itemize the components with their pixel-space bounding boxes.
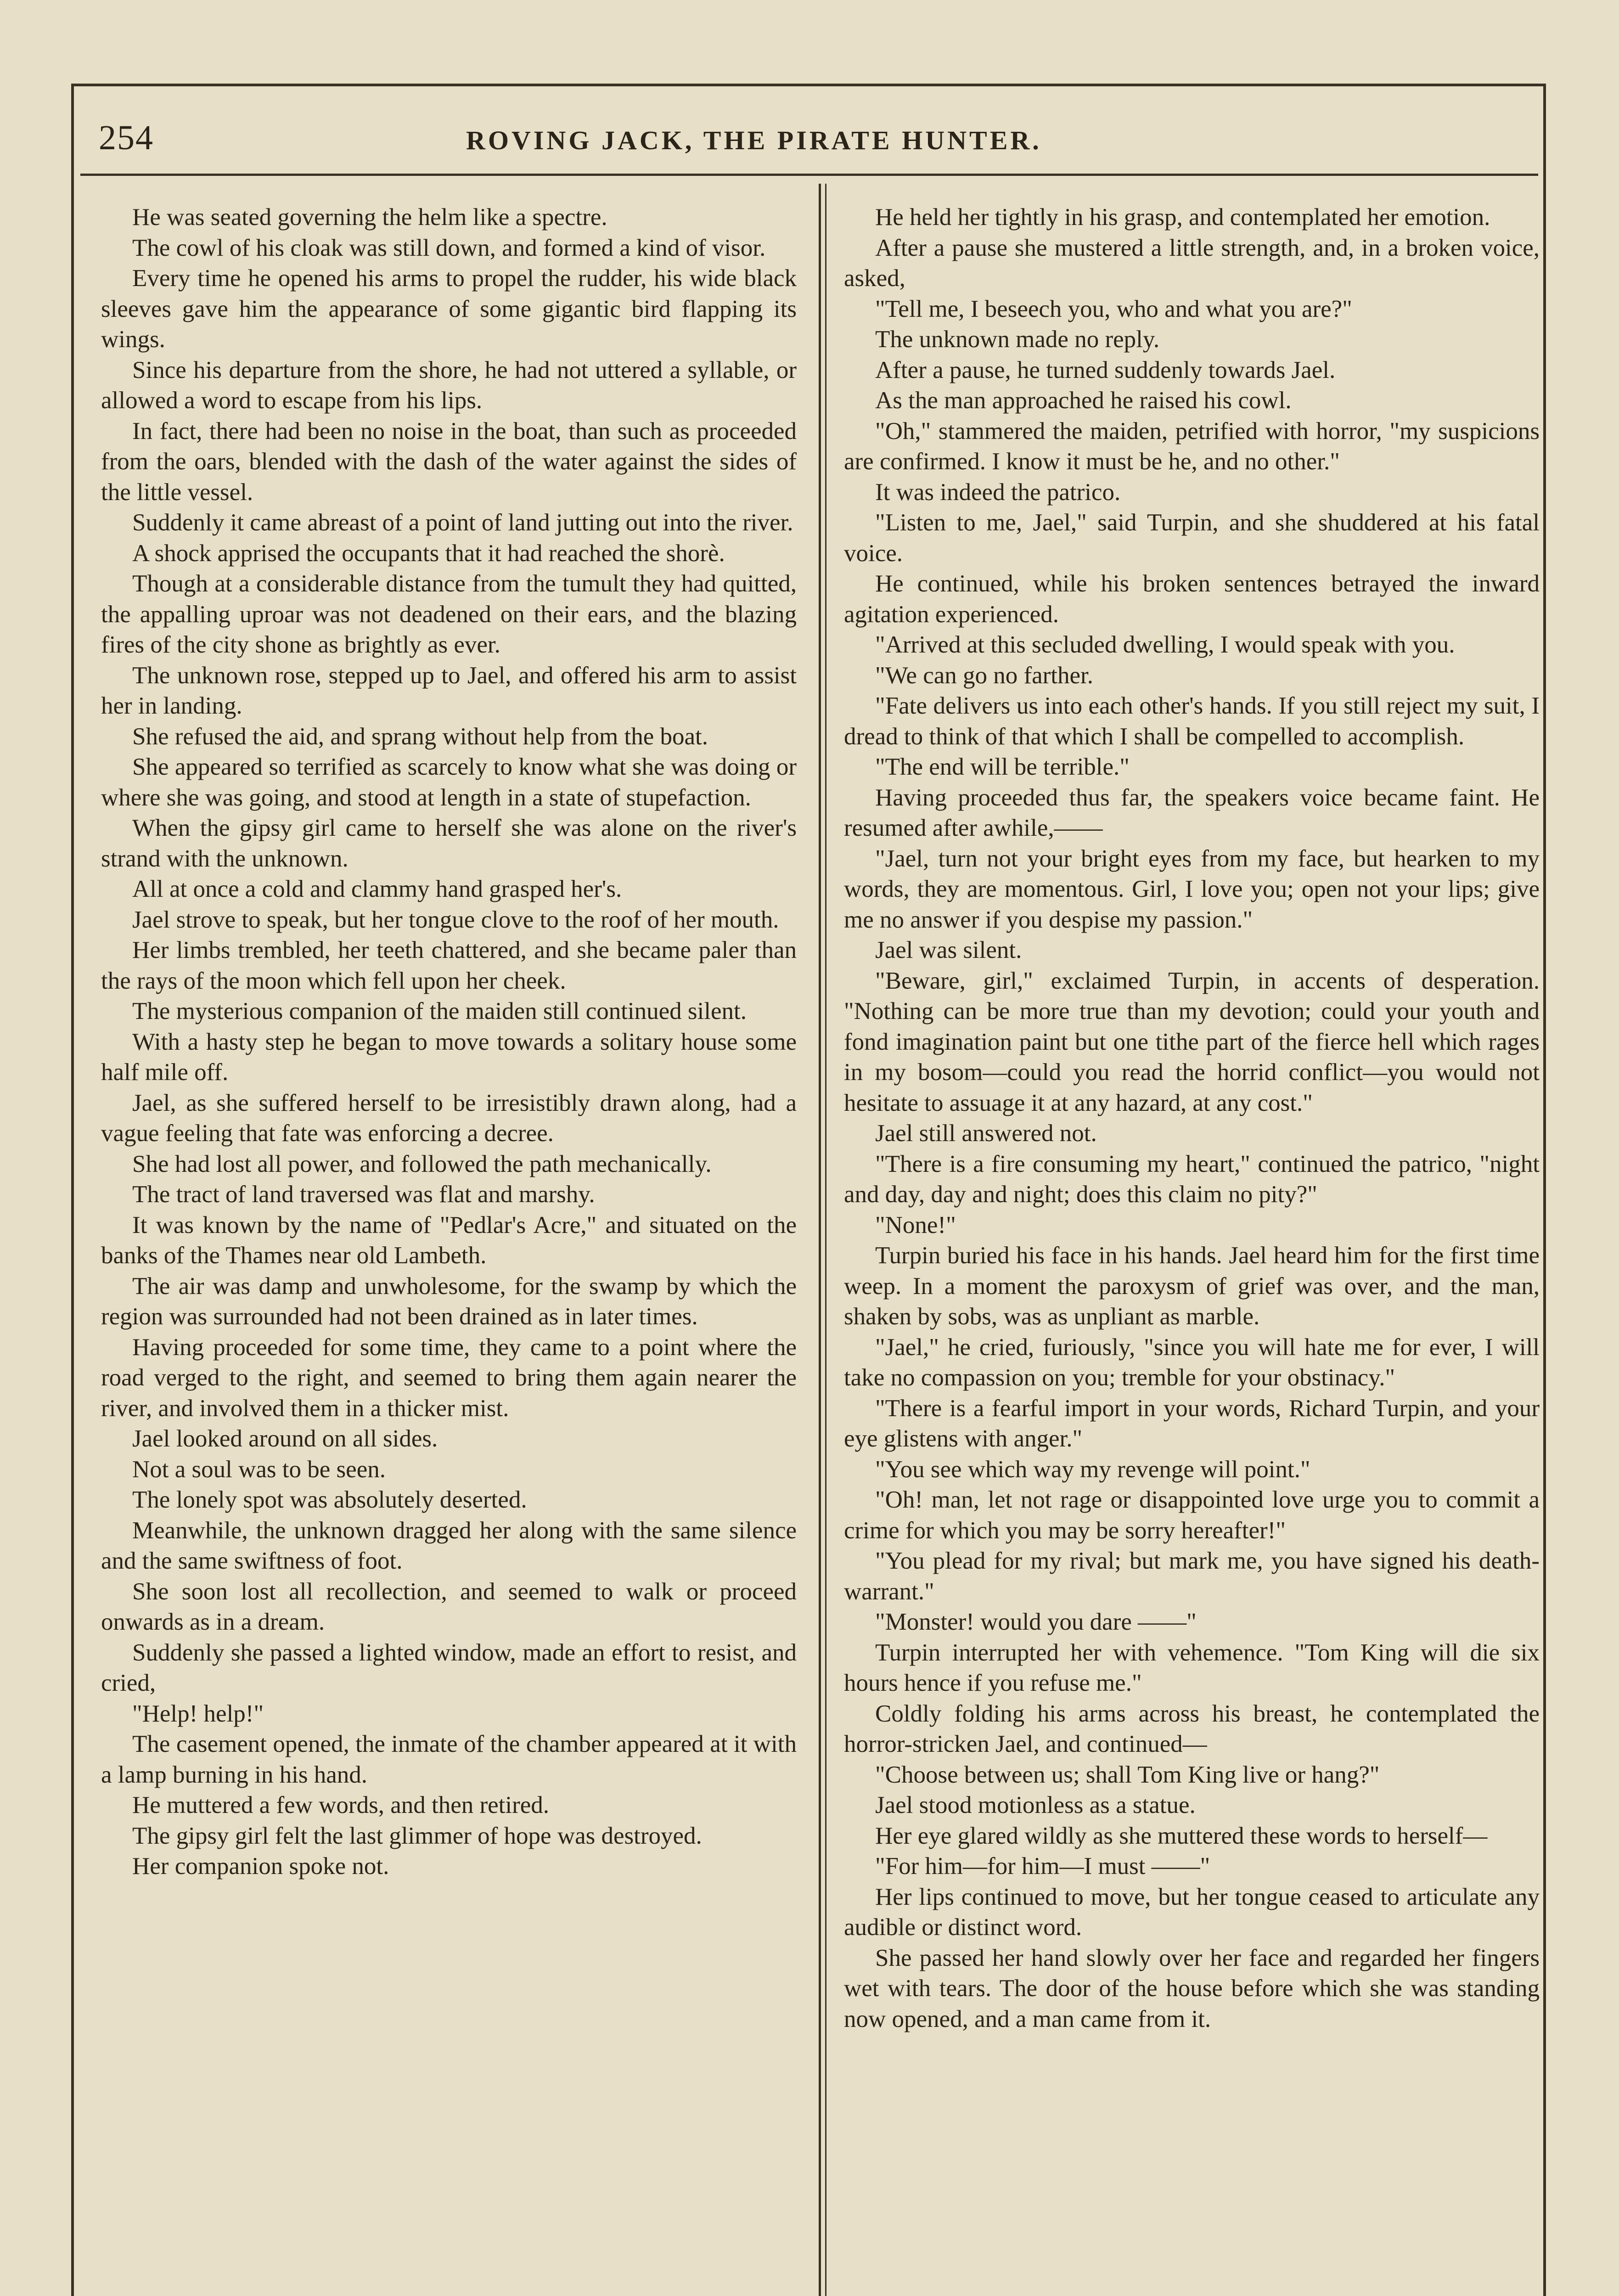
right-column-paragraph: After a pause she mustered a little strength, and, in a broken voice, asked, [844,234,1540,292]
left-column-paragraph: The gipsy girl felt the last glimmer of hope was destroyed. [132,1822,702,1849]
running-title: ROVING JACK, THE PIRATE HUNTER. [466,125,1042,155]
left-column-paragraph: Her companion spoke not. [132,1853,389,1880]
left-column-paragraph: In fact, there had been no noise in the boat, than such as proceeded from the oars, blended with the dash of the water against the sides of the little vessel. [101,417,797,506]
right-column-paragraph: "Choose between us; shall Tom King live or hang?" [875,1761,1380,1788]
right-column [844,202,1540,2034]
right-column-paragraph: Jael was silent. [875,937,1022,963]
left-column-paragraph: The casement opened, the inmate of the chamber appeared at it with a lamp burning in his hand. [101,1731,797,1788]
right-column-paragraph: "Listen to me, Jael," said Turpin, and she shuddered at his fatal voice. [844,509,1540,567]
right-column-paragraph: "Monster! would you dare ——" [875,1609,1197,1635]
right-column-paragraph: Her lips continued to move, but her tongue ceased to articulate any audible or distinct word. [844,1883,1540,1941]
right-column-paragraph: Coldly folding his arms across his breast, he contemplated the horror-stricken Jael, and continued— [844,1700,1540,1757]
right-column-paragraph: It was indeed the patrico. [875,478,1121,506]
right-column-paragraph: "Jael," he cried, furiously, "since you will hate me for ever, I will take no compassion on you; tremble for your obstinacy." [844,1334,1540,1391]
left-column-paragraph: He was seated governing the helm like a spectre. [132,204,607,231]
left-column-paragraph: With a hasty step he began to move towards a solitary house some half mile off. [101,1028,797,1086]
right-column-paragraph: "Oh! man, let not rage or disappointed love urge you to commit a crime for which you may be sorry hereafter!" [844,1486,1540,1544]
left-column-paragraph: When the gipsy girl came to herself she was alone on the river's strand with the unknown. [101,815,797,872]
left-column-paragraph: The lonely spot was absolutely deserted. [132,1486,527,1513]
right-column-paragraph: "There is a fearful import in your words, Richard Turpin, and your eye glistens with anger." [844,1395,1540,1452]
left-column-paragraph: Having proceeded for some time, they came to a point where the road verged to the right, and seemed to bring them again nearer the river, and involved them in a thicker mist. [101,1334,797,1422]
right-column-paragraph: Her eye glared wildly as she muttered these words to herself— [875,1822,1488,1849]
left-column-paragraph: Every time he opened his arms to propel the rudder, his wide black sleeves gave him the appearance of some gigantic bird flapping its wings. [101,265,797,353]
left-column-paragraph: The cowl of his cloak was still down, and formed a kind of visor. [132,234,766,261]
right-column-paragraph: Jael stood motionless as a statue. [875,1792,1196,1818]
right-column-paragraph: Having proceeded thus far, the speakers voice became faint. He resumed after awhile,—— [844,784,1540,841]
right-column-paragraph: "The end will be terrible." [875,754,1130,780]
left-column-paragraph: She soon lost all recollection, and seemed to walk or proceed onwards as in a dream. [101,1578,797,1635]
right-column-paragraph: "None!" [875,1211,956,1238]
left-column-paragraph: All at once a cold and clammy hand grasped her's. [132,876,622,902]
column-divider [819,184,821,2296]
left-column-paragraph: It was known by the name of "Pedlar's Acre," and situated on the banks of the Thames near old Lambeth. [101,1211,797,1269]
right-column-paragraph: "We can go no farther. [875,662,1094,689]
left-column-paragraph: Not a soul was to be seen. [132,1456,386,1483]
right-column-paragraph: "You plead for my rival; but mark me, you have signed his death-warrant." [844,1548,1540,1605]
right-column-paragraph: "For him—for him—I must ——" [875,1853,1210,1880]
right-column-paragraph: "Fate delivers us into each other's hands. If you still reject my suit, I dread to think of that which I shall be compelled to accomplish. [844,692,1540,750]
left-column [101,202,797,1882]
left-column-paragraph: Jael looked around on all sides. [132,1425,438,1452]
left-column-paragraph: The unknown rose, stepped up to Jael, and offered his arm to assist her in landing. [101,662,797,719]
right-column-paragraph: "Arrived at this secluded dwelling, I would speak with you. [875,631,1455,658]
right-column-paragraph: Turpin interrupted her with vehemence. "Tom King will die six hours hence if you refuse me." [844,1639,1540,1696]
right-column-paragraph: "Tell me, I beseech you, who and what you are?" [875,295,1352,322]
left-column-paragraph: "Help! help!" [132,1700,264,1727]
left-column-paragraph: She refused the aid, and sprang without help from the boat. [132,723,708,750]
left-column-paragraph: She had lost all power, and followed the path mechanically. [132,1150,712,1177]
right-column-paragraph: Jael still answered not. [875,1120,1097,1147]
left-column-paragraph: Her limbs trembled, her teeth chattered, and she became paler than the rays of the moon which fell upon her cheek. [101,937,797,994]
left-column-paragraph: Meanwhile, the unknown dragged her along with the same silence and the same swiftness of foot. [101,1517,797,1574]
right-column-paragraph: Turpin buried his face in his hands. Jael heard him for the first time weep. In a moment the paroxysm of grief was over, and the man, shaken by sobs, was as unpliant as marble. [844,1242,1540,1330]
left-column-paragraph: Suddenly she passed a lighted window, made an effort to resist, and cried, [101,1639,797,1696]
right-column-paragraph: The unknown made no reply. [875,326,1160,353]
left-column-paragraph: She appeared so terrified as scarcely to know what she was doing or where she was going, and stood at length in a state of stupefaction. [101,754,797,811]
page-header [99,115,1536,165]
left-column-paragraph: Though at a considerable distance from the tumult they had quitted, the appalling uproar was not deadened on their ears, and the blazing fires of the city shone as brightly as ever. [101,570,797,658]
page-number: 254 [99,118,154,157]
left-column-paragraph: Since his departure from the shore, he had not uttered a syllable, or allowed a word to escape from his lips. [101,356,797,414]
right-column-paragraph: He continued, while his broken sentences betrayed the inward agitation experienced. [844,570,1540,628]
column-divider [825,184,826,2296]
left-column-paragraph: The tract of land traversed was flat and marshy. [132,1181,595,1208]
right-column-paragraph: "You see which way my revenge will point." [875,1456,1310,1483]
left-column-paragraph: The mysterious companion of the maiden still continued silent. [132,998,747,1024]
right-column-paragraph: "Oh," stammered the maiden, petrified with horror, "my suspicions are confirmed. I know it must be he, and no other." [844,417,1540,475]
right-column-paragraph: "Jael, turn not your bright eyes from my face, but hearken to my words, they are momentous. Girl, I love you; open not your lips; give me no answer if you despise my passion." [844,845,1540,933]
right-column-paragraph: "There is a fire consuming my heart," continued the patrico, "night and day, day and night; does this claim no pity?" [844,1150,1540,1208]
left-column-paragraph: The air was damp and unwholesome, for the swamp by which the region was surrounded had not been drained as in later times. [101,1272,797,1330]
left-column-paragraph: Jael strove to speak, but her tongue clove to the roof of her mouth. [132,906,779,933]
left-column-paragraph: Jael, as she suffered herself to be irresistibly drawn along, had a vague feeling that fate was enforcing a decree. [101,1089,797,1147]
left-column-paragraph: He muttered a few words, and then retired. [132,1792,550,1818]
right-column-paragraph: After a pause, he turned suddenly towards Jael. [875,356,1336,383]
right-column-paragraph: "Beware, girl," exclaimed Turpin, in accents of desperation. "Nothing can be more true than my devotion; could your youth and fond imagination paint but one tithe part of the fierce hell which rages in my bosom—could you read the horrid conflict—you would not hesitate to assuage it at any hazard, at any cost." [844,967,1540,1116]
header-rule [80,174,1538,176]
right-column-paragraph: He held her tightly in his grasp, and contemplated her emotion. [875,204,1490,231]
left-column-paragraph: A shock apprised the occupants that it had reached the shorè. [132,540,725,567]
right-column-paragraph: As the man approached he raised his cowl. [875,387,1292,414]
left-column-paragraph: Suddenly it came abreast of a point of land jutting out into the river. [132,509,793,536]
right-column-paragraph: She passed her hand slowly over her face and regarded her fingers wet with tears. The door of the house before which she was standing now opened, and a man came from it. [844,1944,1540,2032]
